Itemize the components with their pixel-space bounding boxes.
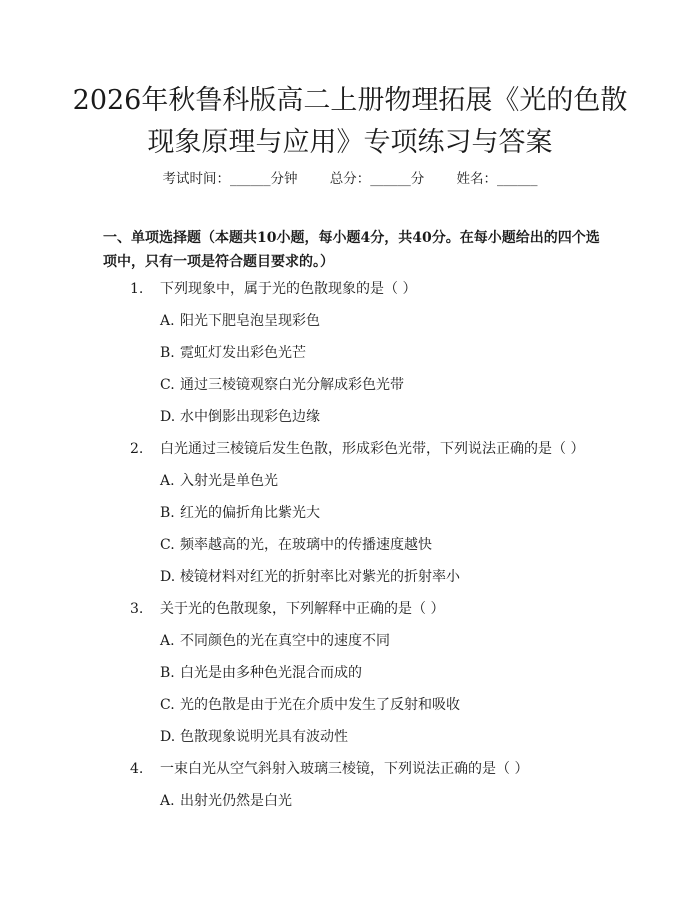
option-1c <box>0 374 700 406</box>
question-stem: 下列现象中，属于光的色散现象的是（ ） <box>160 281 417 297</box>
option-3c <box>0 694 700 726</box>
question-stem: 关于光的色散现象，下列解释中正确的是（ ） <box>160 601 445 617</box>
option-3a <box>0 630 700 662</box>
option-letter: A. <box>160 793 175 809</box>
option-1b <box>0 342 700 374</box>
option-text: 霓虹灯发出彩色光芒 <box>180 345 306 361</box>
question-list <box>0 278 700 822</box>
document-title: 2026年秋鲁科版高二上册物理拓展《光的色散现象原理与应用》专项练习与答案 <box>72 85 628 158</box>
option-text: 频率越高的光，在玻璃中的传播速度越快 <box>180 537 432 553</box>
question-4 <box>0 758 700 790</box>
student-name-field: 姓名：______ <box>456 171 538 187</box>
question-number: 2. <box>130 441 144 457</box>
question-stem: 一束白光从空气斜射入玻璃三棱镜，下列说法正确的是（ ） <box>160 761 529 777</box>
option-text: 色散现象说明光具有波动性 <box>180 729 348 745</box>
question-number: 3. <box>130 601 144 617</box>
option-letter: B. <box>160 345 175 361</box>
question-2 <box>0 438 700 470</box>
option-2d <box>0 566 700 598</box>
option-text: 红光的偏折角比紫光大 <box>180 505 320 521</box>
option-2c <box>0 534 700 566</box>
option-text: 不同颜色的光在真空中的速度不同 <box>180 633 390 649</box>
option-text: 出射光仍然是白光 <box>180 793 292 809</box>
total-score-field: 总分：______分 <box>329 171 425 187</box>
option-letter: C. <box>160 537 175 553</box>
option-text: 阳光下肥皂泡呈现彩色 <box>180 313 320 329</box>
option-1d <box>0 406 700 438</box>
option-letter: B. <box>160 665 175 681</box>
option-text: 光的色散是由于光在介质中发生了反射和吸收 <box>180 697 460 713</box>
section-heading: 一、单项选择题（本题共10小题，每小题4分，共40分。在每小题给出的四个选项中，只有一项是符合题目要求的。） <box>103 230 600 270</box>
question-stem: 白光通过三棱镜后发生色散，形成彩色光带，下列说法正确的是（ ） <box>160 441 585 457</box>
question-3 <box>0 598 700 630</box>
option-letter: C. <box>160 697 175 713</box>
option-letter: C. <box>160 377 175 393</box>
option-letter: D. <box>160 409 176 425</box>
option-2a <box>0 470 700 502</box>
option-letter: A. <box>160 473 175 489</box>
option-4a <box>0 790 700 822</box>
exam-time-field: 考试时间：______分钟 <box>162 171 298 187</box>
option-text: 通过三棱镜观察白光分解成彩色光带 <box>180 377 404 393</box>
option-text: 棱镜材料对红光的折射率比对紫光的折射率小 <box>180 569 460 585</box>
option-text: 入射光是单色光 <box>180 473 278 489</box>
option-text: 白光是由多种色光混合而成的 <box>180 665 362 681</box>
option-3d <box>0 726 700 758</box>
option-letter: D. <box>160 569 176 585</box>
option-3b <box>0 662 700 694</box>
question-number: 1. <box>130 281 144 297</box>
option-2b <box>0 502 700 534</box>
option-letter: A. <box>160 633 175 649</box>
option-1a <box>0 310 700 342</box>
question-number: 4. <box>130 761 144 777</box>
exam-info-line <box>0 170 700 188</box>
option-letter: A. <box>160 313 175 329</box>
option-letter: B. <box>160 505 175 521</box>
question-1 <box>0 278 700 310</box>
option-text: 水中倒影出现彩色边缘 <box>180 409 320 425</box>
option-letter: D. <box>160 729 176 745</box>
